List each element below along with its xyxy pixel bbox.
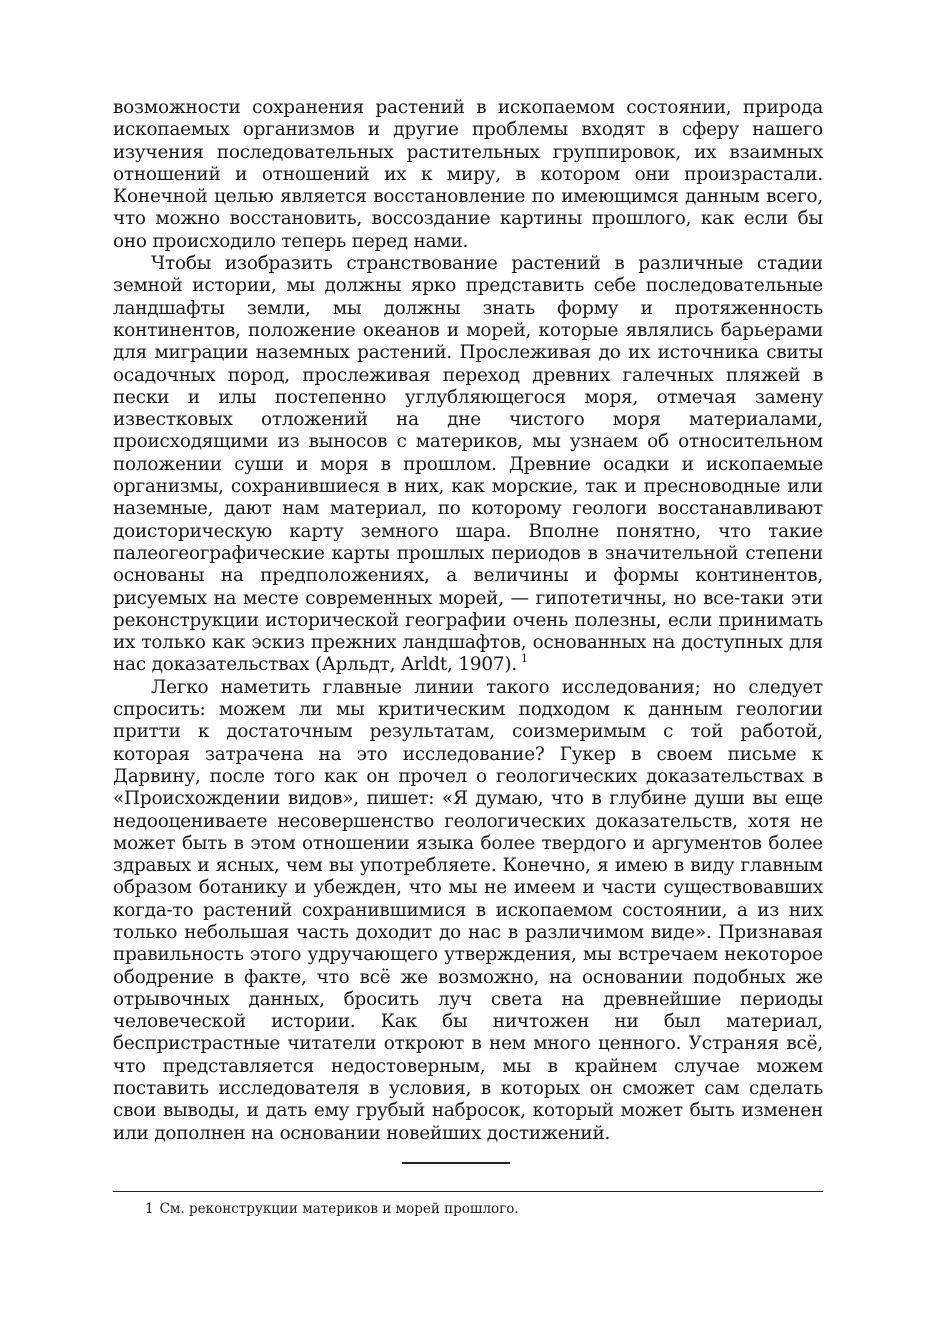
footnote-text: См. реконструкции материков и морей прошлого. [159, 1201, 519, 1217]
footnote-marker: 1 [145, 1201, 154, 1217]
paragraph-continuation [113, 97, 823, 253]
footnote-reference: 1 [520, 652, 528, 666]
paragraph-landscapes [113, 253, 823, 677]
footnote-separator [113, 1191, 823, 1192]
paragraph-hooker-letter [113, 677, 823, 1145]
footnote [145, 1199, 805, 1219]
body-text [113, 97, 823, 1145]
paragraph-text: Чтобы изобразить странствование растений в различные стадии земной истории, мы должны ярко представить себе последовательные ландшафты земли, мы должны знать форму и протяженность континентов, положение океанов и морей, которые являлись барьерами для миграции наземных растений. Прослеживая до их источника свиты осадочных пород, прослеживая переход древних галечных пляжей в пески и илы постепенно углубляющегося моря, отмечая замену известковых отложений на дне чистого моря материалами, происходящими из выносов с материков, мы узнаем об относительном положении суши и моря в прошлом. Древние осадки и ископаемые организмы, сохранившиеся в них, как морские, так и пресноводные или наземные, дают нам материал, по которому геологи восстанавливают доисторическую карту земного шара. Вполне понятно, что такие палеогеографические карты прошлых периодов в значительной степени основаны на предположениях, а величины и формы континентов, рисуемых на месте современных морей, — гипотетичны, но все-таки эти реконструкции исторической географии очень полезны, если принимать их только как эскиз прежних ландшафтов, основанных на доступных для нас доказательствах (Арльдт, Arldt, 1907). [113, 253, 823, 676]
paragraph-text: возможности сохранения растений в ископаемом состоянии, природа ископаемых организмов и другие проблемы входят в сферу нашего изучения последовательных растительных группировок, их взаимных отношений и отношений их к миру, в котором они произрастали. Конечной целью является восстановление по имеющимся данным всего, что можно восстановить, воссоздание картины прошлого, как если бы оно происходило теперь перед нами. [113, 97, 823, 252]
section-end-rule [402, 1162, 510, 1164]
paragraph-text: Легко наметить главные линии такого исследования; но следует спросить: можем ли мы критическим подходом к данным геологии притти к достаточным результатам, соизмеримым с той работой, которая затрачена на это исследование? Гукер в своем письме к Дарвину, после того как он прочел о геологических доказательствах в «Происхождении видов», пишет: «Я думаю, что в глубине души вы еще недооцениваете несовершенство геологических доказательств, хотя не может быть в этом отношении языка более твердого и аргументов более здравых и ясных, чем вы употребляете. Конечно, я имею в виду главным образом ботанику и убежден, что мы не имеем и части существовавших когда-то растений сохранившимися в ископаемом состоянии, а из них только небольшая часть доходит до нас в различимом виде». Признавая правильность этого удручающего утверждения, мы встречаем некоторое ободрение в факте, что всё же возможно, на основании подобных же отрывочных данных, бросить луч света на древнейшие периоды человеческой истории. Как бы ничтожен ни был материал, беспристрастные читатели откроют в нем много ценного. Устраняя всё, что представляется недостоверным, мы в крайнем случае можем поставить исследователя в условия, в которых он сможет сам сделать свои выводы, и дать ему грубый набросок, который может быть изменен или дополнен на основании новейших достижений. [113, 676, 823, 1144]
